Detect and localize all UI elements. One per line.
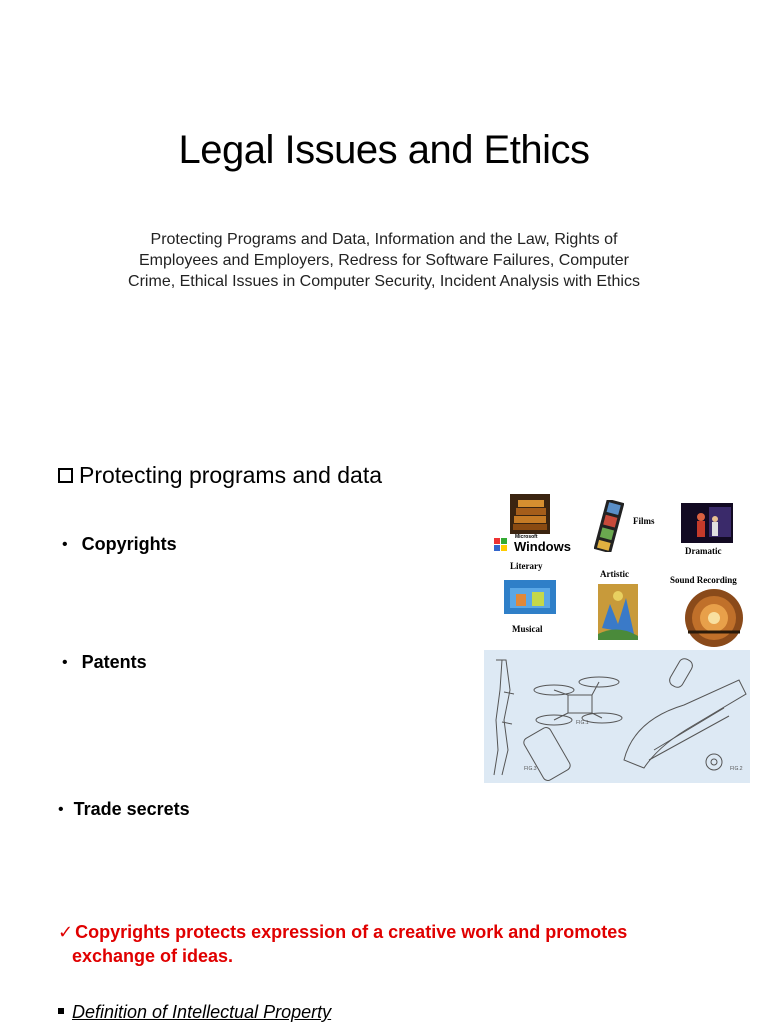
caption-musical: Musical xyxy=(512,624,543,634)
slide-title: Legal Issues and Ethics xyxy=(178,128,590,172)
painting-icon xyxy=(598,584,638,640)
windows-label: Windows xyxy=(514,539,571,554)
fig1-label: FIG.1 xyxy=(576,720,589,726)
section-heading-text: Protecting programs and data xyxy=(79,462,383,488)
fig3-label: FIG.3 xyxy=(524,766,537,772)
bullet-trade-secrets xyxy=(58,799,190,820)
bullet-dot-icon: • xyxy=(58,800,64,818)
bullet-dot-icon: • xyxy=(62,535,68,553)
subtitle-line: Employees and Employers, Redress for Software Failures, Computer xyxy=(139,252,629,269)
books-icon xyxy=(510,494,550,534)
theatre-photo-icon xyxy=(681,503,733,543)
checkbox-icon xyxy=(58,468,73,483)
bullet-copyrights xyxy=(62,534,177,555)
slide-subtitle xyxy=(100,229,668,292)
subtitle-line: Protecting Programs and Data, Information and the Law, Rights of xyxy=(150,231,618,248)
film-strip-icon xyxy=(594,500,624,552)
caption-artistic: Artistic xyxy=(600,569,629,579)
subtitle-line: Crime, Ethical Issues in Computer Security, Incident Analysis with Ethics xyxy=(128,273,640,290)
copyright-note-line1: Copyrights protects expression of a creative work and promotes xyxy=(75,922,628,942)
bullet-dot-icon: • xyxy=(62,653,68,671)
caption-literary: Literary xyxy=(510,561,543,571)
square-bullet-icon xyxy=(58,1008,64,1014)
windows-logo-icon xyxy=(494,538,508,552)
musical-photo-icon xyxy=(504,580,556,614)
caption-dramatic: Dramatic xyxy=(685,546,722,556)
caption-sound-recording: Sound Recording xyxy=(670,575,737,585)
microsoft-label: Microsoft xyxy=(515,534,538,540)
patent-drawings-illustration xyxy=(484,650,750,783)
copyright-note-line2: exchange of ideas. xyxy=(72,946,234,966)
copyright-works-collage xyxy=(490,488,752,648)
bullet-patents xyxy=(62,652,147,673)
bullet-label: Patents xyxy=(81,652,147,672)
definition-link[interactable]: Definition of Intellectual Property xyxy=(72,1002,332,1022)
bullet-label: Copyrights xyxy=(81,534,177,554)
section-heading xyxy=(58,462,382,489)
definition-item xyxy=(58,1002,331,1023)
caption-films: Films xyxy=(633,516,655,526)
checkmark-icon: ✓ xyxy=(58,922,74,942)
bullet-label: Trade secrets xyxy=(73,799,190,819)
copyright-note xyxy=(58,920,710,968)
fig2-label: FIG.2 xyxy=(730,766,743,772)
sound-recording-photo-icon xyxy=(684,588,744,648)
